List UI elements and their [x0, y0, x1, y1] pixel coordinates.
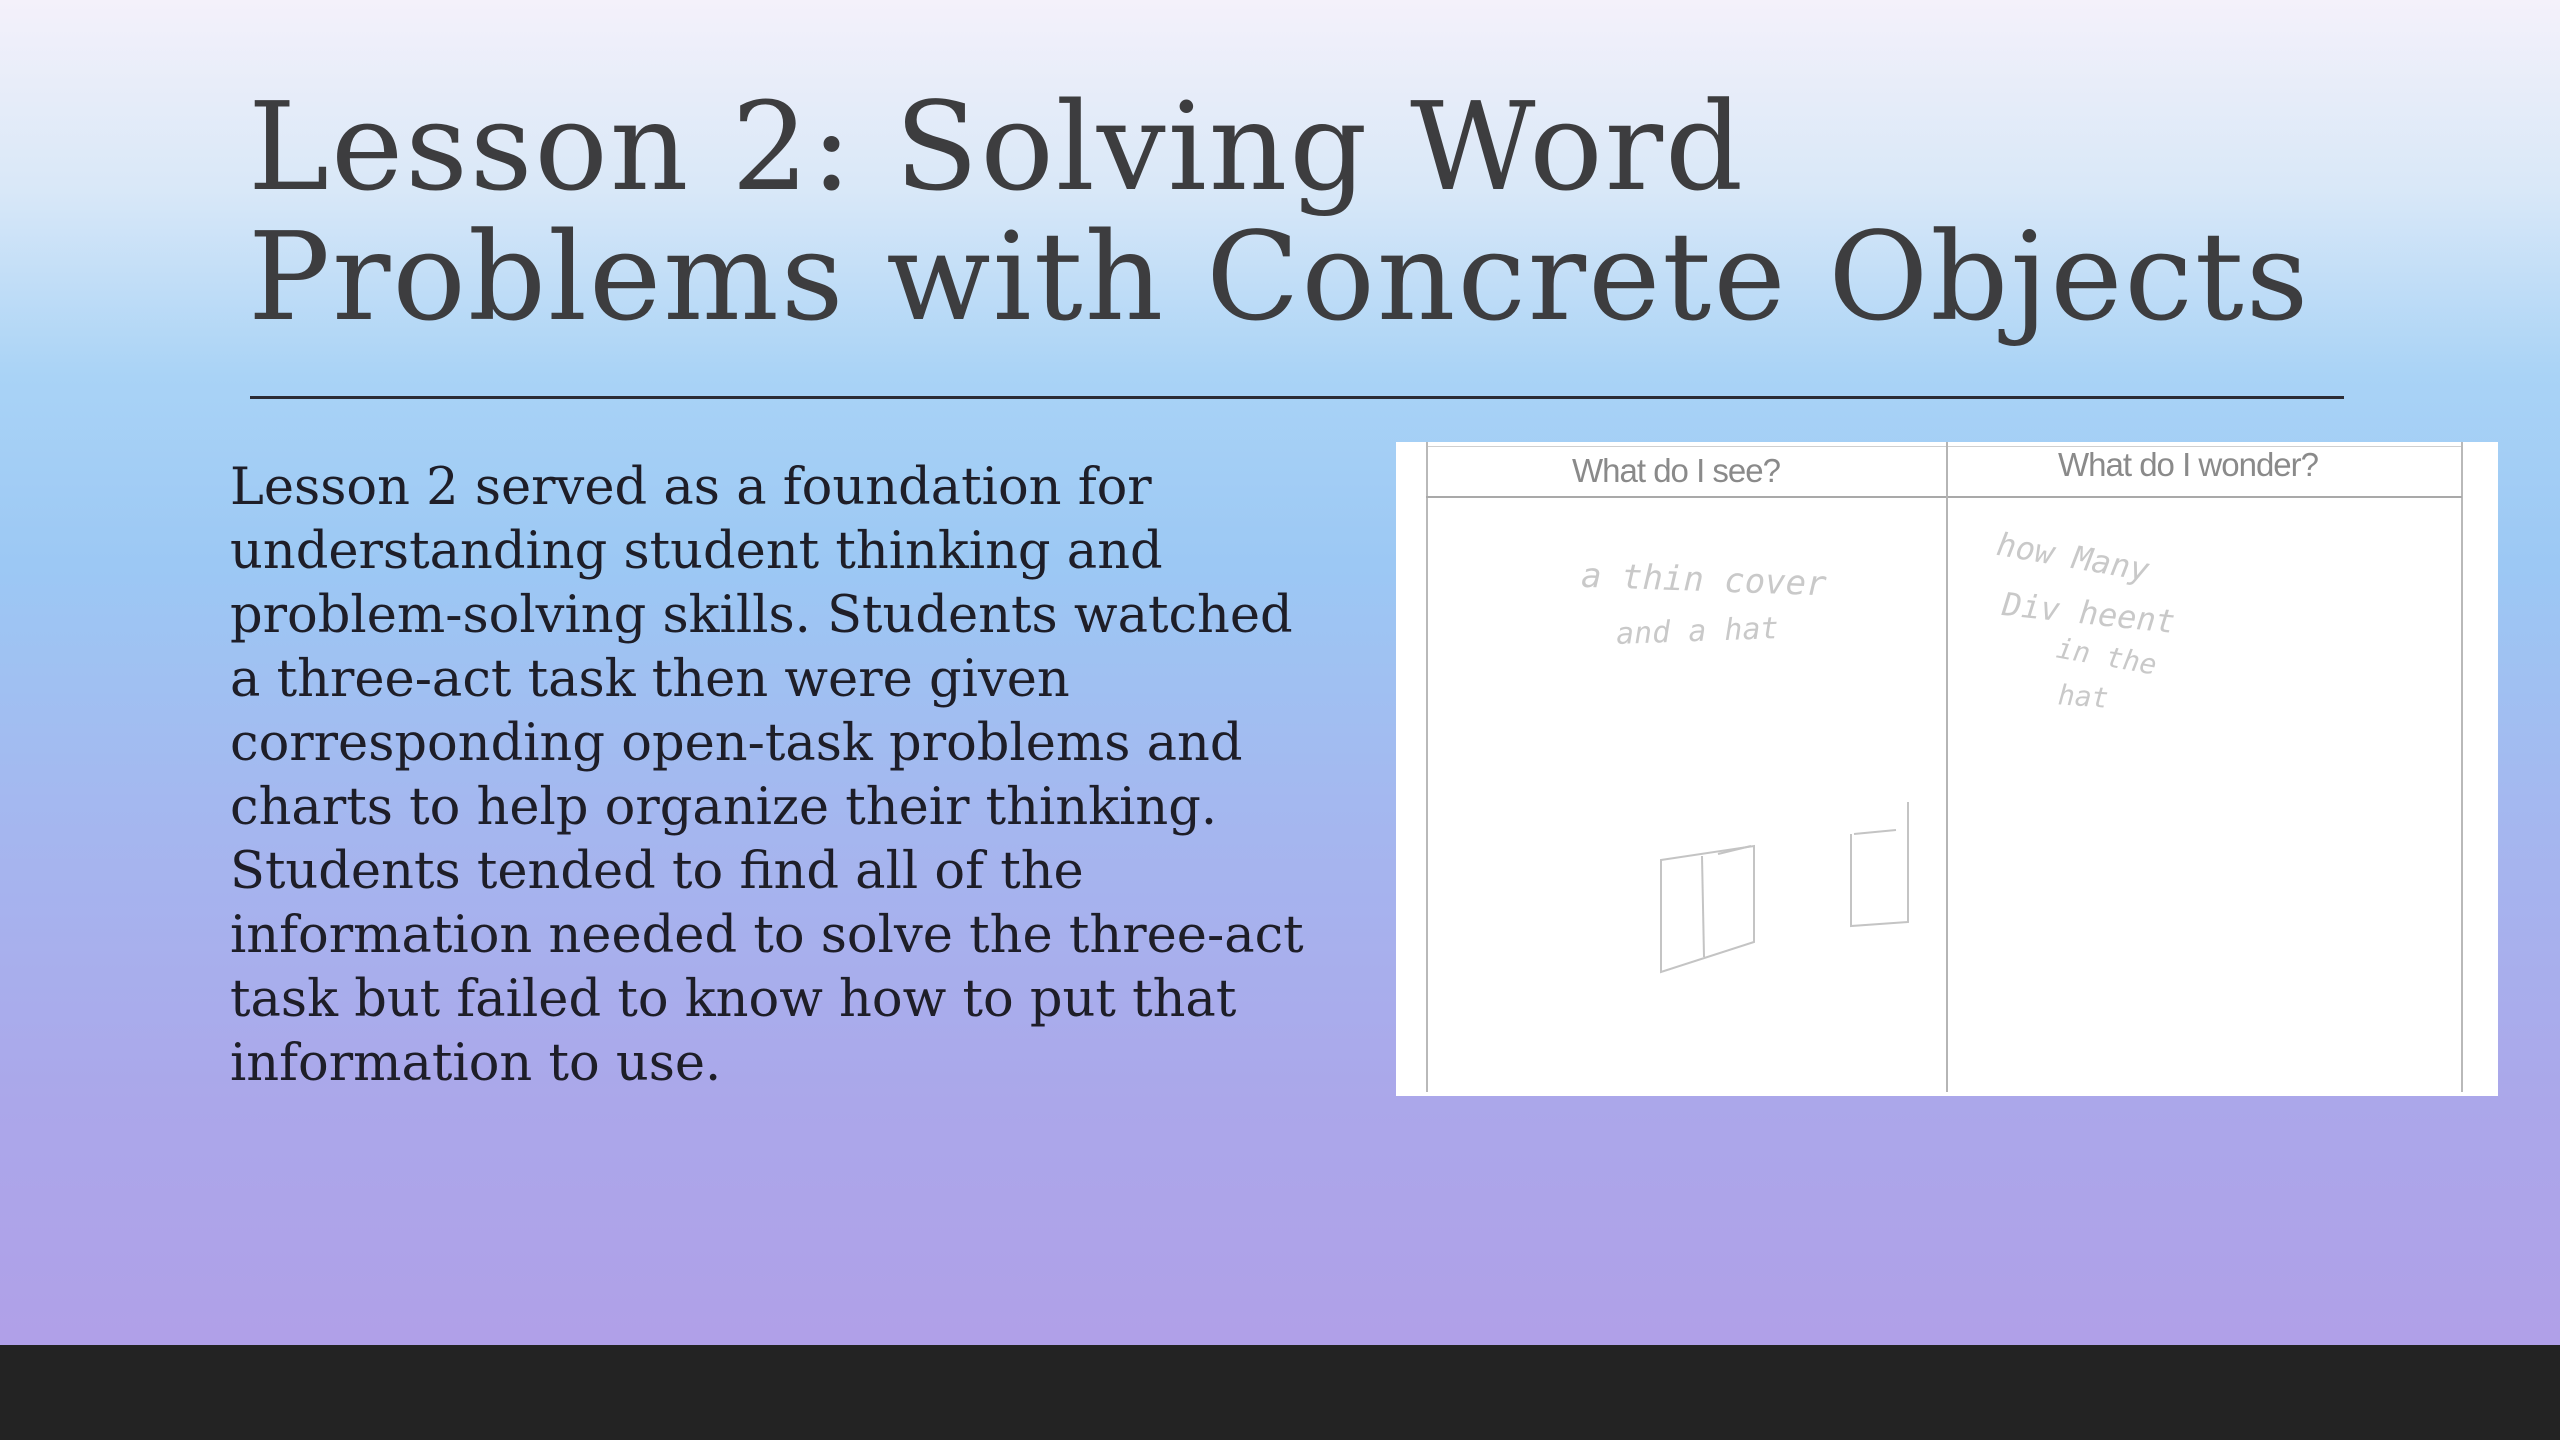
bottom-bar	[0, 1345, 2560, 1440]
title-line-1: Lesson 2: Solving Word	[248, 76, 1746, 218]
handwriting-wonder-line: how Many	[1993, 524, 2153, 590]
body-line: Lesson 2 served as a foundation for	[230, 458, 1152, 517]
body-line: understanding student thinking and	[230, 522, 1163, 581]
body-line: corresponding open-task problems and	[230, 714, 1243, 773]
worksheet-sketch-drawing	[1396, 442, 2498, 1096]
title-line-2: Problems with Concrete Objects	[248, 206, 2311, 348]
body-paragraph	[230, 456, 1370, 1096]
handwriting-wonder-line: in the	[2053, 631, 2160, 682]
body-line: a three-act task then were given	[230, 650, 1070, 709]
body-line: information needed to solve the three-act	[230, 906, 1304, 965]
body-line: Students tended to find all of the	[230, 842, 1084, 901]
body-line: charts to help organize their thinking.	[230, 778, 1218, 837]
worksheet-header-see: What do I see?	[1572, 452, 1780, 489]
body-line: information to use.	[230, 1034, 722, 1093]
slide-title	[248, 76, 2498, 348]
student-worksheet-image	[1396, 442, 2498, 1096]
body-line: task but failed to know how to put that	[230, 970, 1237, 1029]
worksheet-header-wonder: What do I wonder?	[2058, 446, 2318, 483]
handwriting-wonder-line: hat	[2056, 678, 2110, 715]
body-line: problem-solving skills. Students watched	[230, 586, 1293, 645]
handwriting-see-line: and a hat	[1615, 611, 1780, 652]
handwriting-wonder-line: Div heent	[2000, 585, 2177, 641]
handwriting-see-line: a thin cover	[1580, 555, 1828, 605]
title-divider	[250, 396, 2344, 399]
